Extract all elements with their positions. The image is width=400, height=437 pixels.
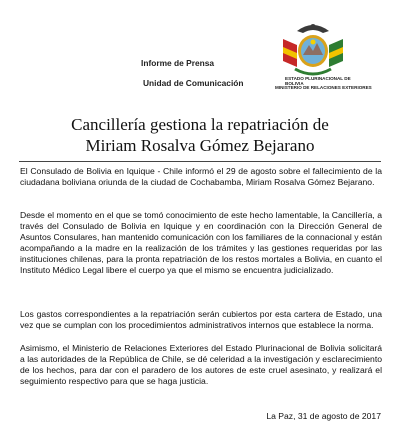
- dateline: La Paz, 31 de agosto de 2017: [266, 411, 381, 421]
- org-name-line2: MINISTERIO DE RELACIONES EXTERIORES: [275, 85, 372, 90]
- paragraph-2: Desde el momento en el que se tomó conocimiento de este hecho lamentable, la Cancillería, a través del Consulado de Bolivia en Iquique y en coordinación con la Dirección General de Asuntos Consulares, han mantenido comunicación con los familiares de la connacional y están acompañando a la madre en la realización de los trámites y las gestiones requeridas por las instituciones chilenas, para la pronta repatriación de los restos mortales a Bolivia, en cuanto el Instituto Médico Legal libere el cuerpo ya que el mismo se encuentra judicializado.: [20, 210, 382, 276]
- paragraph-1: El Consulado de Bolivia en Iquique - Chile informó el 29 de agosto sobre el fallecimiento de la ciudadana boliviana oriunda de la ciudad de Cochabamba, Miriam Rosalva Gómez Bejarano.: [20, 166, 382, 188]
- paragraph-4: Asimismo, el Ministerio de Relaciones Exteriores del Estado Plurinacional de Bolivia solicitará a las autoridades de la República de Chile, se dé celeridad a la investigación y esclarecimiento de los hechos, para dar con el paradero de los autores de este cruel asesinato, y realizará el seguimiento respectivo para que se haga justicia.: [20, 343, 382, 387]
- headline-line2: Miriam Rosalva Gómez Bejarano: [85, 136, 315, 155]
- paragraph-3: Los gastos correspondientes a la repatriación serán cubiertos por esta cartera de Estado, una vez que se cumplan con los procedimientos administrativos internos que establece la norma.: [20, 309, 382, 331]
- communication-unit-label: Unidad de Comunicación: [143, 78, 244, 88]
- press-report-label: Informe de Prensa: [141, 58, 215, 68]
- headline-line1: Cancillería gestiona la repatriación de: [71, 115, 329, 134]
- org-name-line1: ESTADO PLURINACIONAL DE BOLIVIA: [285, 76, 351, 86]
- headline-divider: [19, 161, 381, 162]
